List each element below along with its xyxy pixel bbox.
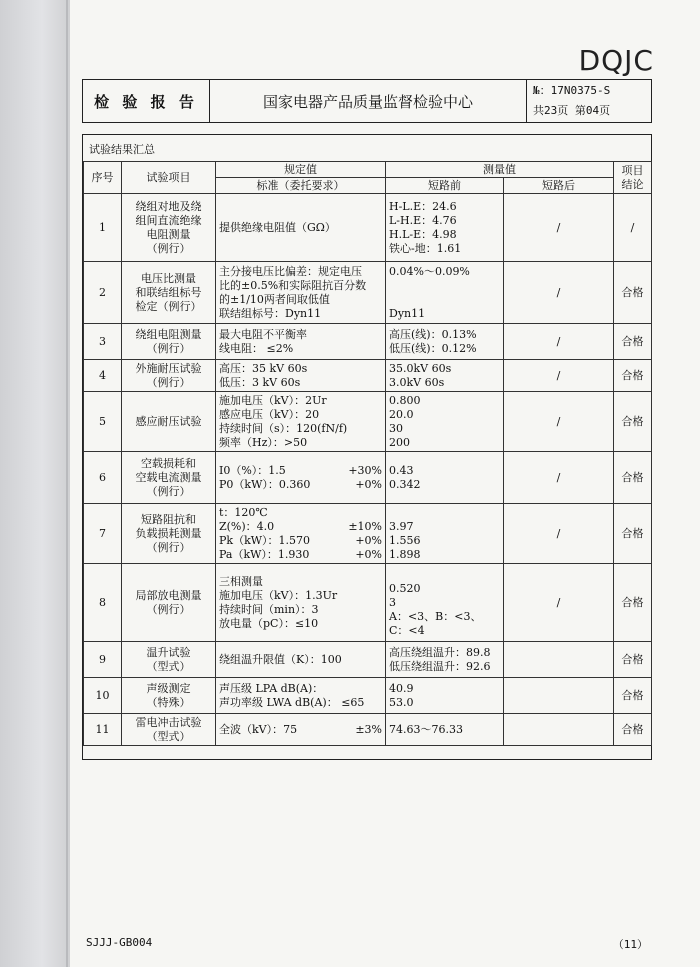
test-item-line: （例行） <box>146 341 191 355</box>
spec-value-cell <box>216 452 386 504</box>
section-title: 试验结果汇总 <box>89 143 155 156</box>
col-seq: 序号 <box>84 162 122 194</box>
measured-line: 低压(线)：0.12% <box>389 341 477 355</box>
spec-value-cell <box>216 392 386 452</box>
before-short-circuit <box>386 714 504 746</box>
measured-line: 3 <box>389 595 396 609</box>
test-item-line: （例行） <box>146 540 191 554</box>
table-row <box>84 504 652 564</box>
measured-line: 0.342 <box>389 477 421 491</box>
test-item-line: 局部放电测量 <box>135 588 202 602</box>
test-item-line: 绕组对地及绕 <box>135 199 202 213</box>
measured-line: 1.556 <box>389 533 421 547</box>
test-item-line: （例行） <box>146 602 191 616</box>
test-item-line: 空载损耗和 <box>141 456 196 470</box>
measured-line: 1.898 <box>389 547 421 561</box>
row-number: 9 <box>84 642 122 678</box>
spec-line: 持续时间（s）：120(fN/f) <box>219 421 348 435</box>
spec-value: I0（%）：1.5 <box>219 463 286 477</box>
spec-line: 三相测量 <box>219 574 263 588</box>
issuing-center: 国家电器产品质量监督检验中心 <box>210 80 527 122</box>
measured-line: 铁心-地：1.61 <box>389 241 462 255</box>
table-row <box>84 262 652 324</box>
table-row <box>84 194 652 262</box>
spec-value: t：120℃ <box>219 505 268 519</box>
spec-tolerance: ±10% <box>348 519 382 533</box>
row-number: 2 <box>84 262 122 324</box>
spec-value: 全波（kV）：75 <box>219 722 298 736</box>
after-short-circuit: / <box>504 564 614 642</box>
form-code: SJJJ-GB004 <box>86 936 153 949</box>
before-short-circuit <box>386 324 504 360</box>
spec-line: 频率（Hz）：>50 <box>219 435 308 449</box>
spec-line: 线电阻： ≤2% <box>219 341 294 355</box>
after-short-circuit: / <box>504 262 614 324</box>
test-item-line: 组间直流绝缘 <box>135 213 202 227</box>
binding-gutter <box>0 0 70 967</box>
table-row <box>84 360 652 392</box>
row-number: 4 <box>84 360 122 392</box>
before-short-circuit <box>386 564 504 642</box>
test-item-line: （型式） <box>146 659 191 673</box>
col-spec-sub: 标准（委托要求） <box>216 178 386 194</box>
spec-value-cell <box>216 324 386 360</box>
after-short-circuit <box>504 678 614 714</box>
spec-line: 声压级 LPA dB(A)： <box>219 681 324 695</box>
spec-value-cell <box>216 714 386 746</box>
spec-tolerance: +0% <box>355 547 382 561</box>
spec-value-cell <box>216 504 386 564</box>
test-item-line: 声级测定 <box>146 681 191 695</box>
before-short-circuit <box>386 392 504 452</box>
row-number: 8 <box>84 564 122 642</box>
spec-line: 比的±0.5%和实际阻抗百分数 <box>219 278 367 292</box>
before-short-circuit <box>386 642 504 678</box>
test-item <box>122 194 216 262</box>
measured-line <box>389 506 500 520</box>
col-measure: 测量值 <box>386 162 614 178</box>
test-item <box>122 392 216 452</box>
measured-line: 35.0kV 60s <box>389 361 452 375</box>
results-sheet <box>82 134 652 760</box>
page-count: 共23页 第04页 <box>533 104 611 117</box>
after-short-circuit: / <box>504 194 614 262</box>
report-title: 检 验 报 告 <box>83 80 210 122</box>
spec-line <box>219 723 382 737</box>
table-row <box>84 452 652 504</box>
col-before: 短路前 <box>386 178 504 194</box>
spec-line: 的±1/10两者间取低值 <box>219 292 330 306</box>
before-short-circuit <box>386 452 504 504</box>
binding-fold <box>66 0 68 967</box>
item-conclusion: 合格 <box>614 392 652 452</box>
row-number: 11 <box>84 714 122 746</box>
spec-line <box>219 520 382 534</box>
measured-line: 低压绕组温升：92.6 <box>389 659 491 673</box>
test-item <box>122 678 216 714</box>
spec-line: 提供绝缘电阻值（GΩ） <box>219 220 336 234</box>
spec-tolerance: +0% <box>355 533 382 547</box>
spec-line: 施加电压（kV）：2Ur <box>219 393 327 407</box>
item-conclusion: 合格 <box>614 504 652 564</box>
report-page <box>70 0 700 967</box>
spec-value-cell <box>216 360 386 392</box>
spec-value: Z(%)：4.0 <box>219 519 275 533</box>
test-item <box>122 714 216 746</box>
test-item <box>122 324 216 360</box>
test-item <box>122 452 216 504</box>
brand-logo-text: DQJC <box>578 44 654 77</box>
spec-line: 持续时间（min）：3 <box>219 602 319 616</box>
measured-line: 高压绕组温升：89.8 <box>389 645 491 659</box>
after-short-circuit: / <box>504 392 614 452</box>
table-row <box>84 392 652 452</box>
measured-line <box>389 293 500 307</box>
measured-line: A：<3、B：<3、 <box>389 609 482 623</box>
spec-line: 声功率级 LWA dB(A)： ≤65 <box>219 695 365 709</box>
test-item-line: 感应耐压试验 <box>135 414 202 428</box>
measured-line: H.L-E：4.98 <box>389 227 457 241</box>
table-row <box>84 678 652 714</box>
spec-value-cell <box>216 564 386 642</box>
row-number: 5 <box>84 392 122 452</box>
report-header <box>82 79 652 123</box>
spec-line: 低压：3 kV 60s <box>219 375 301 389</box>
measured-line: 0.04%～0.09% <box>389 264 470 278</box>
spec-value-cell <box>216 642 386 678</box>
table-row <box>84 564 652 642</box>
row-number: 6 <box>84 452 122 504</box>
measured-line: 高压(线)：0.13% <box>389 327 477 341</box>
measured-line: 200 <box>389 435 410 449</box>
spec-value: Pk（kW）：1.570 <box>219 533 311 547</box>
test-item <box>122 360 216 392</box>
item-conclusion: 合格 <box>614 262 652 324</box>
report-number: №：17N0375-S <box>533 84 611 97</box>
spec-line <box>219 506 382 520</box>
spec-line <box>219 464 382 478</box>
spec-line <box>219 534 382 548</box>
test-item-line: （特殊） <box>146 695 191 709</box>
after-short-circuit <box>504 642 614 678</box>
test-item-line: 检定（例行） <box>135 299 202 313</box>
table-row <box>84 714 652 746</box>
after-short-circuit: / <box>504 504 614 564</box>
table-row <box>84 324 652 360</box>
test-item-line: 温升试验 <box>146 645 191 659</box>
test-item <box>122 504 216 564</box>
before-short-circuit <box>386 504 504 564</box>
measured-line: 40.9 <box>389 681 414 695</box>
item-conclusion: 合格 <box>614 360 652 392</box>
spec-line: 绕组温升限值（K）：100 <box>219 652 342 666</box>
spec-tolerance: +30% <box>348 463 382 477</box>
after-short-circuit <box>504 714 614 746</box>
spec-tolerance: ±3% <box>355 722 382 736</box>
spec-line: 主分接电压比偏差：规定电压 <box>219 264 362 278</box>
measured-line: Dyn11 <box>389 306 426 320</box>
spec-value: P0（kW）：0.360 <box>219 477 311 491</box>
item-conclusion: 合格 <box>614 564 652 642</box>
test-item <box>122 262 216 324</box>
spec-line: 放电量（pC）：≤10 <box>219 616 319 630</box>
col-spec: 规定值 <box>216 162 386 178</box>
col-item: 试验项目 <box>122 162 216 194</box>
report-meta <box>527 80 651 122</box>
measured-line: H-L.E：24.6 <box>389 199 457 213</box>
test-item-line: 负载损耗测量 <box>135 526 202 540</box>
test-item-line: （例行） <box>146 484 191 498</box>
after-short-circuit: / <box>504 452 614 504</box>
measured-line: 20.0 <box>389 407 414 421</box>
item-conclusion: 合格 <box>614 324 652 360</box>
measured-line: 3.0kV 60s <box>389 375 445 389</box>
item-conclusion: 合格 <box>614 678 652 714</box>
before-short-circuit <box>386 678 504 714</box>
item-conclusion: 合格 <box>614 452 652 504</box>
test-item <box>122 564 216 642</box>
item-conclusion: / <box>614 194 652 262</box>
measured-line <box>389 279 500 293</box>
measured-line: 0.800 <box>389 393 421 407</box>
test-item-line: 外施耐压试验 <box>135 361 202 375</box>
spec-line: 高压：35 kV 60s <box>219 361 308 375</box>
spec-tolerance: +0% <box>355 477 382 491</box>
before-short-circuit <box>386 262 504 324</box>
row-number: 1 <box>84 194 122 262</box>
row-number: 3 <box>84 324 122 360</box>
spec-value: Pa（kW）：1.930 <box>219 547 310 561</box>
test-item-line: 短路阻抗和 <box>141 512 196 526</box>
spec-line <box>219 478 382 492</box>
spec-value-cell <box>216 262 386 324</box>
after-short-circuit: / <box>504 324 614 360</box>
test-item-line: 雷电冲击试验 <box>135 715 202 729</box>
measured-line: 30 <box>389 421 403 435</box>
measured-line: 0.520 <box>389 581 421 595</box>
test-item-line: （例行） <box>146 375 191 389</box>
row-number: 10 <box>84 678 122 714</box>
test-item-line: 空载电流测量 <box>135 470 202 484</box>
spec-value-cell <box>216 194 386 262</box>
before-short-circuit <box>386 360 504 392</box>
table-row <box>84 642 652 678</box>
spec-line: 感应电压（kV）：20 <box>219 407 320 421</box>
measured-line <box>389 568 500 582</box>
col-after: 短路后 <box>504 178 614 194</box>
before-short-circuit <box>386 194 504 262</box>
row-number: 7 <box>84 504 122 564</box>
spec-line: 施加电压（kV）：1.3Ur <box>219 588 338 602</box>
measured-line: L-H.E：4.76 <box>389 213 457 227</box>
test-item-line: （型式） <box>146 729 191 743</box>
col-conclusion: 项目结论 <box>614 162 652 194</box>
page-number: （11） <box>612 938 648 951</box>
spec-value-cell <box>216 678 386 714</box>
item-conclusion: 合格 <box>614 642 652 678</box>
measured-line: 0.43 <box>389 463 414 477</box>
measured-line: 3.97 <box>389 519 414 533</box>
test-item-line: （例行） <box>146 241 191 255</box>
test-item-line: 绕组电阻测量 <box>135 327 202 341</box>
measured-line: C：<4 <box>389 623 425 637</box>
spec-line: 最大电阻不平衡率 <box>219 327 307 341</box>
test-item <box>122 642 216 678</box>
results-table <box>83 161 652 746</box>
measured-line: 53.0 <box>389 695 414 709</box>
measured-line: 74.63～76.33 <box>389 722 463 736</box>
after-short-circuit: / <box>504 360 614 392</box>
spec-line: 联结组标号：Dyn11 <box>219 306 322 320</box>
test-item-line: 电阻测量 <box>146 227 191 241</box>
spec-line <box>219 548 382 562</box>
test-item-line: 电压比测量 <box>141 271 196 285</box>
item-conclusion: 合格 <box>614 714 652 746</box>
test-item-line: 和联结组标号 <box>135 285 202 299</box>
